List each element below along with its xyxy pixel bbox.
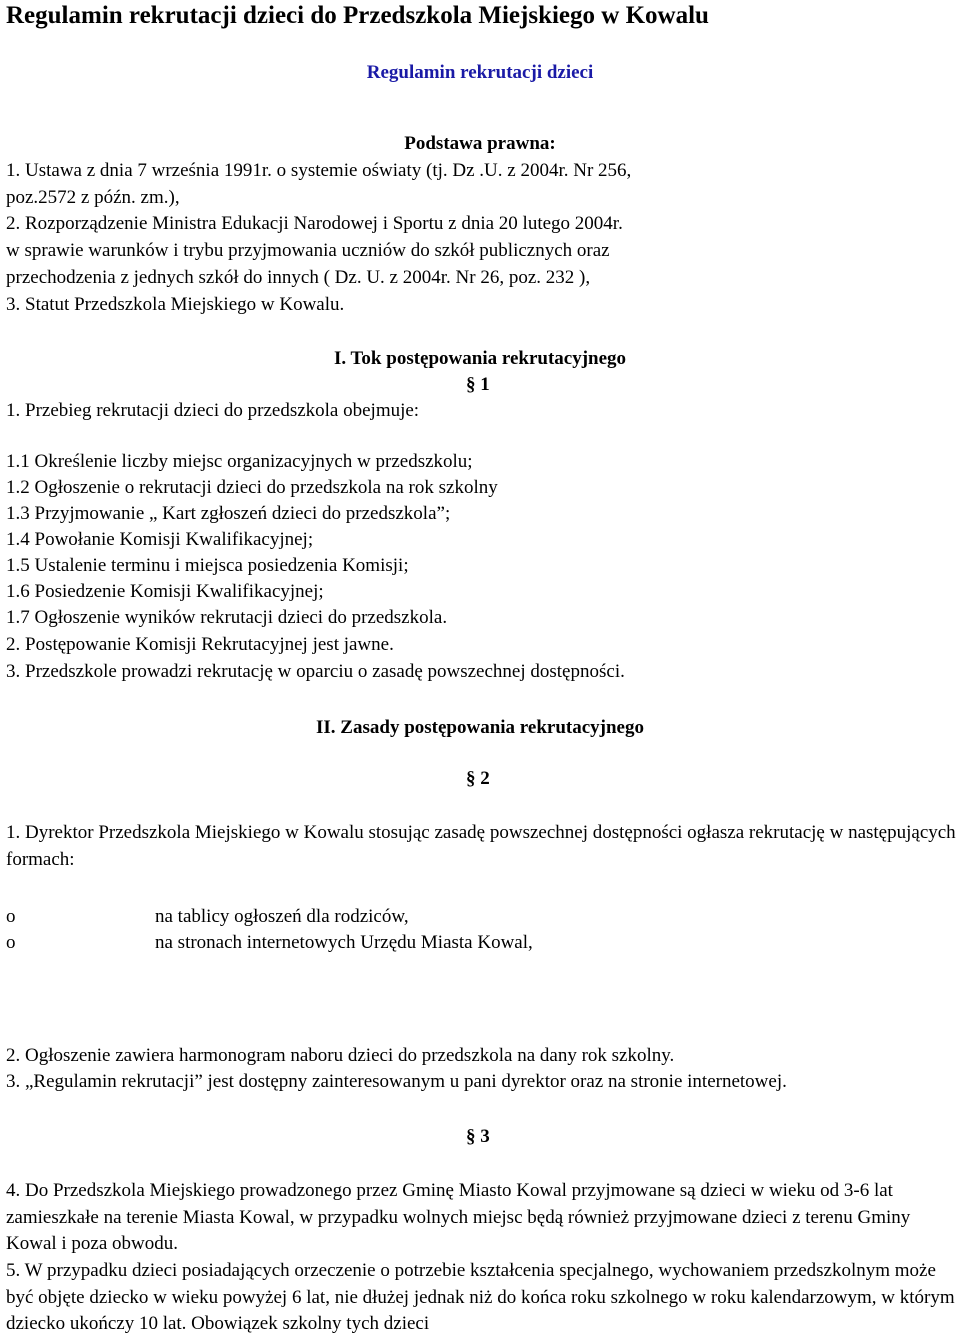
s1-line: 1.1 Określenie liczby miejsc organizacyjnych w przedszkolu; bbox=[6, 451, 473, 472]
basis-line: w sprawie warunków i trybu przyjmowania uczniów do szkół publicznych oraz bbox=[6, 240, 610, 261]
basis-line: 3. Statut Przedszkola Miejskiego w Kowalu. bbox=[6, 294, 345, 315]
p3-item-5: 5. W przypadku dzieci posiadających orzeczenie o potrzebie kształcenia specjalnego, wychowaniem przedszkolnym może być objęte dziecko w wieku powyżej 6 lat, nie dłużej jednak niż do końca roku szkolnego w roku kalendarzowym, w którym dziecko ukończy 10 lat. Obowiązek szkolny tych dzieci bbox=[6, 1260, 955, 1334]
s1-line: 1.2 Ogłoszenie o rekrutacji dzieci do przedszkola na rok szkolny bbox=[6, 477, 498, 498]
paragraph-3-sign: § 3 bbox=[466, 1126, 490, 1147]
p2-item-3: 3. „Regulamin rekrutacji” jest dostępny zainteresowanym u pani dyrektor oraz na stronie internetowej. bbox=[6, 1071, 787, 1092]
paragraph-2-sign: § 2 bbox=[466, 768, 490, 789]
document-title: Regulamin rekrutacji dzieci do Przedszkola Miejskiego w Kowalu bbox=[6, 2, 709, 29]
document-subtitle: Regulamin rekrutacji dzieci bbox=[366, 62, 594, 83]
p2-item-1: 1. Dyrektor Przedszkola Miejskiego w Kowalu stosując zasadę powszechnej dostępności ogłasza rekrutację w następujących formach: bbox=[6, 822, 956, 870]
p3-item-4: 4. Do Przedszkola Miejskiego prowadzonego przez Gminę Miasto Kowal przyjmowane są dzieci w wieku od 3-6 lat zamieszkałe na terenie Miasta Kowal, w przypadku wolnych miejsc będą również przyjmowane dzieci z terenu Gminy Kowal i poza obwodu. bbox=[6, 1180, 911, 1254]
p2-item-2: 2. Ogłoszenie zawiera harmonogram naboru dzieci do przedszkola na dany rok szkolny. bbox=[6, 1045, 675, 1066]
basis-line: 2. Rozporządzenie Ministra Edukacji Narodowej i Sportu z dnia 20 lutego 2004r. bbox=[6, 213, 623, 234]
s1-line: 1.3 Przyjmowanie „ Kart zgłoszeń dzieci do przedszkola”; bbox=[6, 503, 451, 524]
s1-line: 1.6 Posiedzenie Komisji Kwalifikacyjnej; bbox=[6, 581, 324, 602]
s1-line: 3. Przedszkole prowadzi rekrutację w oparciu o zasadę powszechnej dostępności. bbox=[6, 661, 625, 682]
section-1-heading: I. Tok postępowania rekrutacyjnego bbox=[333, 348, 627, 369]
s1-line: 1. Przebieg rekrutacji dzieci do przedszkola obejmuje: bbox=[6, 400, 420, 421]
basis-line: poz.2572 z późn. zm.), bbox=[6, 187, 180, 208]
basis-heading: Podstawa prawna: bbox=[404, 133, 556, 154]
bullet-item: na tablicy ogłoszeń dla rodziców, bbox=[155, 906, 409, 927]
section-2-heading: II. Zasady postępowania rekrutacyjnego bbox=[316, 717, 644, 738]
s1-line: 2. Postępowanie Komisji Rekrutacyjnej jest jawne. bbox=[6, 634, 394, 655]
bullet-marker: o bbox=[6, 906, 16, 927]
bullet-marker: o bbox=[6, 932, 16, 953]
basis-line: przechodzenia z jednych szkół do innych ( Dz. U. z 2004r. Nr 26, poz. 232 ), bbox=[6, 267, 591, 288]
s1-line: 1.7 Ogłoszenie wyników rekrutacji dzieci do przedszkola. bbox=[6, 607, 448, 628]
s1-line: 1.4 Powołanie Komisji Kwalifikacyjnej; bbox=[6, 529, 314, 550]
s1-line: 1.5 Ustalenie terminu i miejsca posiedzenia Komisji; bbox=[6, 555, 409, 576]
basis-line: 1. Ustawa z dnia 7 września 1991r. o systemie oświaty (tj. Dz .U. z 2004r. Nr 256, bbox=[6, 160, 632, 181]
paragraph-1-sign: § 1 bbox=[466, 374, 490, 395]
bullet-item: na stronach internetowych Urzędu Miasta Kowal, bbox=[155, 932, 533, 953]
